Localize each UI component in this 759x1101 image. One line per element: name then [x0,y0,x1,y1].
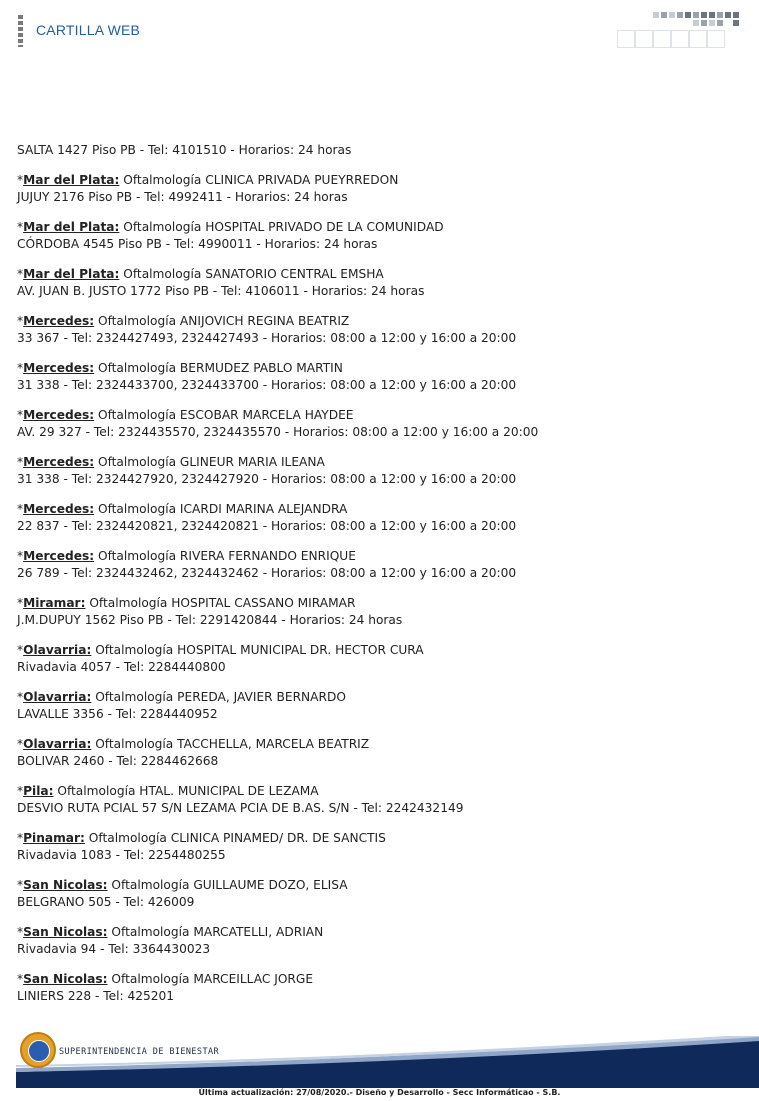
provider-details: DESVIO RUTA PCIAL 57 S/N LEZAMA PCIA DE B.AS. S/N - Tel: 2242432149 [17,801,464,815]
city-label: San Nicolas: [23,925,108,939]
provider-name: Oftalmología PEREDA, JAVIER BERNARDO [95,690,346,704]
provider-entry [17,501,737,535]
city-label: Mercedes: [23,549,95,563]
provider-details: 26 789 - Tel: 2324432462, 2324432462 - Horarios: 08:00 a 12:00 y 16:00 a 20:00 [17,566,517,580]
city-label: San Nicolas: [23,878,108,892]
provider-line: *Mar del Plata: Oftalmología CLINICA PRIVADA PUEYRREDON [17,173,399,187]
provider-entry [17,736,737,770]
provider-name: Oftalmología ESCOBAR MARCELA HAYDEE [97,408,354,422]
provider-entry [17,313,737,347]
provider-entry [17,877,737,911]
header-mosaic-decoration [617,10,741,48]
provider-name: Oftalmología HOSPITAL MUNICIPAL DR. HECTOR CURA [95,643,424,657]
city-label: Mercedes: [23,408,95,422]
provider-entry [17,548,737,582]
provider-name: Oftalmología HTAL. MUNICIPAL DE LEZAMA [57,784,319,798]
provider-details: 31 338 - Tel: 2324427920, 2324427920 - Horarios: 08:00 a 12:00 y 16:00 a 20:00 [17,472,517,486]
provider-entry [17,595,737,629]
city-label: Mar del Plata: [23,173,120,187]
city-label: Olavarria: [23,690,92,704]
provider-name: Oftalmología CLINICA PINAMED/ DR. DE SANCTIS [88,831,386,845]
footer-update-note: Última actualización: 27/08/2020.- Diseño y Desarrollo - Secc Informáticao - S.B. [198,1088,561,1097]
provider-name: Oftalmología RIVERA FERNANDO ENRIQUE [97,549,356,563]
provider-details: LAVALLE 3356 - Tel: 2284440952 [17,707,218,721]
provider-entry [17,407,737,441]
provider-line: *San Nicolas: Oftalmología MARCEILLAC JORGE [17,972,314,986]
provider-details: BOLIVAR 2460 - Tel: 2284462668 [17,754,219,768]
provider-details: 22 837 - Tel: 2324420821, 2324420821 - Horarios: 08:00 a 12:00 y 16:00 a 20:00 [17,519,517,533]
provider-name: Oftalmología BERMUDEZ PABLO MARTIN [97,361,343,375]
city-label: Mar del Plata: [23,220,120,234]
provider-line: *Miramar: Oftalmología HOSPITAL CASSANO MIRAMAR [17,596,356,610]
provider-details: BELGRANO 505 - Tel: 426009 [17,895,195,909]
header-bar-decoration [18,15,23,47]
provider-details: LINIERS 228 - Tel: 425201 [17,989,175,1003]
provider-line: *Mercedes: Oftalmología GLINEUR MARIA ILEANA [17,455,325,469]
provider-entry [17,360,737,394]
organization-seal-logo [20,1032,56,1068]
provider-entry [17,924,737,958]
provider-entry [17,454,737,488]
provider-details: Rivadavia 94 - Tel: 3364430023 [17,942,211,956]
provider-name: Oftalmología HOSPITAL CASSANO MIRAMAR [89,596,356,610]
provider-name: Oftalmología SANATORIO CENTRAL EMSHA [123,267,384,281]
provider-list [17,142,737,1018]
provider-entry [17,830,737,864]
provider-name: Oftalmología ANIJOVICH REGINA BEATRIZ [97,314,350,328]
provider-entry [17,266,737,300]
provider-name: Oftalmología GUILLAUME DOZO, ELISA [111,878,348,892]
continued-entry-line: SALTA 1427 Piso PB - Tel: 4101510 - Horarios: 24 horas [17,143,352,157]
city-label: Olavarria: [23,737,92,751]
provider-line: *Mercedes: Oftalmología ANIJOVICH REGINA BEATRIZ [17,314,350,328]
footer-organization: SUPERINTENDENCIA DE BIENESTAR [59,1047,220,1057]
provider-name: Oftalmología MARCEILLAC JORGE [111,972,314,986]
city-label: Pila: [23,784,54,798]
city-label: San Nicolas: [23,972,108,986]
provider-line: *Mar del Plata: Oftalmología SANATORIO CENTRAL EMSHA [17,267,384,281]
provider-name: Oftalmología CLINICA PRIVADA PUEYRREDON [123,173,399,187]
provider-line: *Pinamar: Oftalmología CLINICA PINAMED/ DR. DE SANCTIS [17,831,386,845]
provider-line: *Pila: Oftalmología HTAL. MUNICIPAL DE LEZAMA [17,784,319,798]
provider-line: *San Nicolas: Oftalmología GUILLAUME DOZO, ELISA [17,878,348,892]
provider-details: J.M.DUPUY 1562 Piso PB - Tel: 2291420844 - Horarios: 24 horas [17,613,403,627]
city-label: Mercedes: [23,361,95,375]
provider-line: *Mercedes: Oftalmología RIVERA FERNANDO ENRIQUE [17,549,356,563]
provider-name: Oftalmología HOSPITAL PRIVADO DE LA COMUNIDAD [123,220,444,234]
provider-details: Rivadavia 1083 - Tel: 2254480255 [17,848,226,862]
provider-details: AV. 29 327 - Tel: 2324435570, 2324435570 - Horarios: 08:00 a 12:00 y 16:00 a 20:00 [17,425,539,439]
provider-line: *Mercedes: Oftalmología ESCOBAR MARCELA HAYDEE [17,408,354,422]
provider-details: AV. JUAN B. JUSTO 1772 Piso PB - Tel: 4106011 - Horarios: 24 horas [17,284,425,298]
city-label: Mercedes: [23,314,95,328]
city-label: Pinamar: [23,831,85,845]
city-label: Mar del Plata: [23,267,120,281]
provider-line: *Olavarria: Oftalmología HOSPITAL MUNICIPAL DR. HECTOR CURA [17,643,424,657]
provider-line: *Olavarria: Oftalmología PEREDA, JAVIER BERNARDO [17,690,346,704]
page-title: CARTILLA WEB [36,22,141,38]
provider-name: Oftalmología MARCATELLI, ADRIAN [111,925,324,939]
provider-entry [17,172,737,206]
city-label: Olavarria: [23,643,92,657]
provider-name: Oftalmología ICARDI MARINA ALEJANDRA [97,502,348,516]
provider-entry [17,971,737,1005]
provider-entry [17,783,737,817]
footer-wave-band [16,1036,759,1088]
provider-details: JUJUY 2176 Piso PB - Tel: 4992411 - Horarios: 24 horas [17,190,348,204]
provider-name: Oftalmología TACCHELLA, MARCELA BEATRIZ [95,737,370,751]
provider-entry [17,642,737,676]
provider-entry [17,689,737,723]
provider-line: *Mercedes: Oftalmología ICARDI MARINA ALEJANDRA [17,502,348,516]
provider-details: Rivadavia 4057 - Tel: 2284440800 [17,660,226,674]
provider-line: *Mar del Plata: Oftalmología HOSPITAL PRIVADO DE LA COMUNIDAD [17,220,444,234]
provider-details: 31 338 - Tel: 2324433700, 2324433700 - Horarios: 08:00 a 12:00 y 16:00 a 20:00 [17,378,517,392]
provider-details: CÓRDOBA 4545 Piso PB - Tel: 4990011 - Horarios: 24 horas [17,237,378,251]
provider-name: Oftalmología GLINEUR MARIA ILEANA [97,455,325,469]
city-label: Mercedes: [23,455,95,469]
city-label: Miramar: [23,596,86,610]
provider-line: *San Nicolas: Oftalmología MARCATELLI, ADRIAN [17,925,324,939]
city-label: Mercedes: [23,502,95,516]
provider-line: *Olavarria: Oftalmología TACCHELLA, MARCELA BEATRIZ [17,737,370,751]
provider-entry [17,219,737,253]
provider-line: *Mercedes: Oftalmología BERMUDEZ PABLO MARTIN [17,361,343,375]
provider-details: 33 367 - Tel: 2324427493, 2324427493 - Horarios: 08:00 a 12:00 y 16:00 a 20:00 [17,331,517,345]
